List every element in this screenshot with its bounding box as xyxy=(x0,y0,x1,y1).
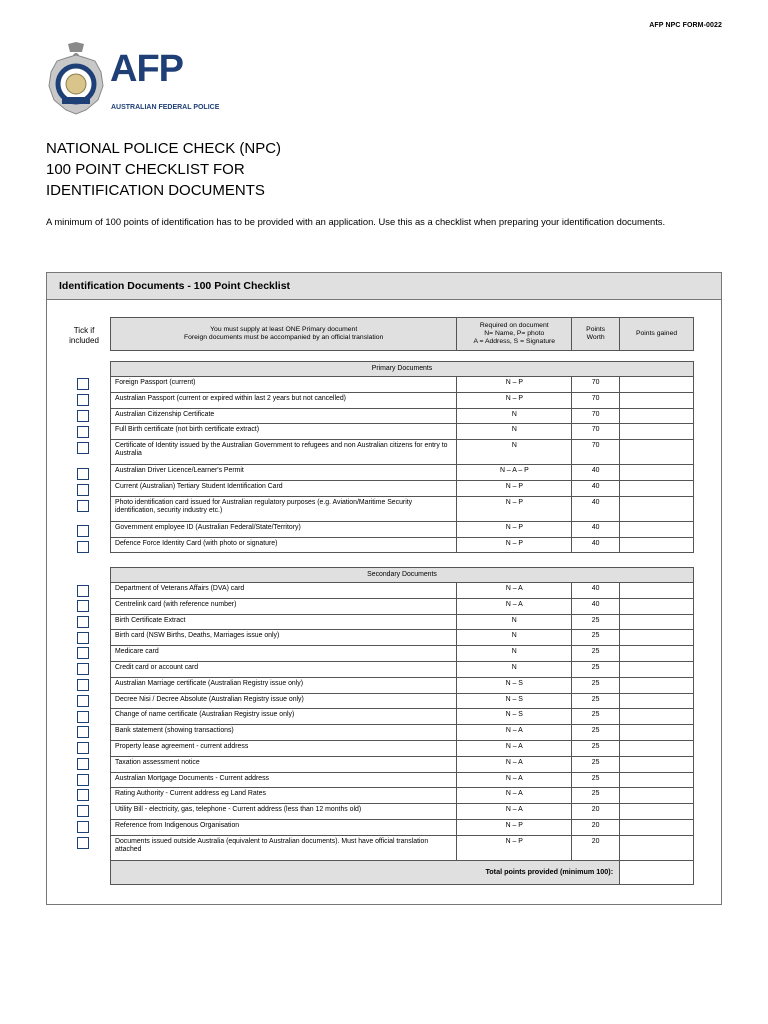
points-gained-cell[interactable] xyxy=(620,630,694,646)
checkbox-utility-bill[interactable] xyxy=(77,805,89,817)
points-gained-cell[interactable] xyxy=(620,614,694,630)
page-title xyxy=(46,138,281,201)
points-gained-cell[interactable] xyxy=(620,480,694,496)
checkbox-full-birth-certificate[interactable] xyxy=(77,426,89,438)
points-gained-cell[interactable] xyxy=(620,496,694,521)
table-row: Taxation assessment notice N – A 25 xyxy=(111,756,694,772)
points-gained-cell[interactable] xyxy=(620,440,694,465)
checkbox-government-employee-id[interactable] xyxy=(77,525,89,537)
checkbox-photo-id-regulatory[interactable] xyxy=(77,500,89,512)
points-gained-cell[interactable] xyxy=(620,646,694,662)
total-points-label: Total points provided (minimum 100): xyxy=(111,860,620,884)
table-row: Decree Nisi / Decree Absolute (Australian Registry issue only) N – S 25 xyxy=(111,693,694,709)
checklist-header xyxy=(110,317,694,351)
checkbox-defence-force-id[interactable] xyxy=(77,541,89,553)
table-row: Full Birth certificate (not birth certificate extract) N 70 xyxy=(111,424,694,440)
table-row: Foreign Passport (current) N – P 70 xyxy=(111,377,694,393)
points-gained-cell[interactable] xyxy=(620,725,694,741)
logo-abbreviation: AFP xyxy=(110,48,183,90)
table-row: Australian Driver Licence/Learner's Permit N – A – P 40 xyxy=(111,465,694,481)
table-row: Reference from Indigenous Organisation N – P 20 xyxy=(111,819,694,835)
table-row: Birth Certificate Extract N 25 xyxy=(111,614,694,630)
logo-full-name: AUSTRALIAN FEDERAL POLICE xyxy=(111,104,220,111)
points-gained-cell[interactable] xyxy=(620,521,694,537)
points-gained-cell[interactable] xyxy=(620,677,694,693)
checkbox-birth-card[interactable] xyxy=(77,632,89,644)
checkbox-mortgage-documents[interactable] xyxy=(77,774,89,786)
table-row: Birth card (NSW Births, Deaths, Marriages issue only) N 25 xyxy=(111,630,694,646)
points-gained-cell[interactable] xyxy=(620,772,694,788)
checkbox-credit-card[interactable] xyxy=(77,663,89,675)
points-gained-cell[interactable] xyxy=(620,788,694,804)
points-gained-cell[interactable] xyxy=(620,693,694,709)
panel-title: Identification Documents - 100 Point Checklist xyxy=(47,273,721,300)
points-gained-cell[interactable] xyxy=(620,740,694,756)
table-row: Photo identification card issued for Australian regulatory purposes (e.g. Aviation/Maritime Security identification, security industry etc.) N – P 40 xyxy=(111,496,694,521)
afp-logo xyxy=(46,42,226,122)
title-line-2: 100 POINT CHECKLIST FOR xyxy=(46,161,245,178)
points-gained-cell[interactable] xyxy=(620,709,694,725)
table-row: Documents issued outside Australia (equivalent to Australian documents). Must have official translation attached N – P 20 xyxy=(111,835,694,860)
police-badge-icon xyxy=(46,42,106,118)
title-line-3: IDENTIFICATION DOCUMENTS xyxy=(46,182,265,199)
points-gained-cell[interactable] xyxy=(620,661,694,677)
table-row: Department of Veterans Affairs (DVA) card N – A 40 xyxy=(111,583,694,599)
points-gained-cell[interactable] xyxy=(620,835,694,860)
points-gained-cell[interactable] xyxy=(620,377,694,393)
points-gained-cell[interactable] xyxy=(620,756,694,772)
checkbox-change-of-name[interactable] xyxy=(77,711,89,723)
secondary-documents-table xyxy=(110,567,694,885)
checkbox-decree-nisi[interactable] xyxy=(77,695,89,707)
table-row: Australian Mortgage Documents - Current address N – A 25 xyxy=(111,772,694,788)
table-row: Medicare card N 25 xyxy=(111,646,694,662)
total-points-field[interactable] xyxy=(620,860,694,884)
checkbox-rating-authority[interactable] xyxy=(77,789,89,801)
table-row: Australian Marriage certificate (Australian Registry issue only) N – S 25 xyxy=(111,677,694,693)
header-points-gained: Points gained xyxy=(620,318,694,351)
checkbox-indigenous-reference[interactable] xyxy=(77,821,89,833)
points-gained-cell[interactable] xyxy=(620,804,694,820)
table-row: Utility Bill - electricity, gas, telephone - Current address (less than 12 months old) N – A 20 xyxy=(111,804,694,820)
points-gained-cell[interactable] xyxy=(620,583,694,599)
checkbox-property-lease[interactable] xyxy=(77,742,89,754)
checkbox-bank-statement[interactable] xyxy=(77,726,89,738)
checkbox-foreign-documents[interactable] xyxy=(77,837,89,849)
checkbox-centrelink-card[interactable] xyxy=(77,600,89,612)
title-line-1: NATIONAL POLICE CHECK (NPC) xyxy=(46,140,282,157)
checkbox-australian-passport[interactable] xyxy=(77,394,89,406)
table-row: Current (Australian) Tertiary Student Identification Card N – P 40 xyxy=(111,480,694,496)
table-row: Credit card or account card N 25 xyxy=(111,661,694,677)
points-gained-cell[interactable] xyxy=(620,537,694,553)
header-required: Required on document N= Name, P= photo A = Address, S = Signature xyxy=(457,318,572,351)
points-gained-cell[interactable] xyxy=(620,424,694,440)
table-row: Property lease agreement - current address N – A 25 xyxy=(111,740,694,756)
table-row: Rating Authority - Current address eg Land Rates N – A 25 xyxy=(111,788,694,804)
table-row: Government employee ID (Australian Federal/State/Territory) N – P 40 xyxy=(111,521,694,537)
table-row: Australian Citizenship Certificate N 70 xyxy=(111,408,694,424)
points-gained-cell[interactable] xyxy=(620,819,694,835)
checkbox-taxation-notice[interactable] xyxy=(77,758,89,770)
checkbox-birth-certificate-extract[interactable] xyxy=(77,616,89,628)
intro-text: A minimum of 100 points of identification has to be provided with an application. Use this as a checklist when preparing your identification documents. xyxy=(46,216,666,227)
checkbox-dva-card[interactable] xyxy=(77,585,89,597)
checkbox-foreign-passport[interactable] xyxy=(77,378,89,390)
checkbox-certificate-of-identity[interactable] xyxy=(77,442,89,454)
checkbox-medicare-card[interactable] xyxy=(77,647,89,659)
header-points-worth: Points Worth xyxy=(572,318,620,351)
table-row: Centrelink card (with reference number) N – A 40 xyxy=(111,598,694,614)
secondary-section-title: Secondary Documents xyxy=(111,568,694,583)
checkbox-marriage-certificate[interactable] xyxy=(77,679,89,691)
table-row: Change of name certificate (Australian Registry issue only) N – S 25 xyxy=(111,709,694,725)
total-row xyxy=(111,860,694,884)
points-gained-cell[interactable] xyxy=(620,408,694,424)
table-row: Certificate of Identity issued by the Australian Government to refugees and non Australian citizens for entry to Australia N 70 xyxy=(111,440,694,465)
form-id: AFP NPC FORM-0022 xyxy=(649,22,722,29)
primary-documents-table xyxy=(110,361,694,553)
checkbox-citizenship-certificate[interactable] xyxy=(77,410,89,422)
header-document: You must supply at least ONE Primary document Foreign documents must be accompanied by an official translation xyxy=(111,318,457,351)
points-gained-cell[interactable] xyxy=(620,392,694,408)
table-row: Australian Passport (current or expired within last 2 years but not cancelled) N – P 70 xyxy=(111,392,694,408)
table-row: Defence Force Identity Card (with photo or signature) N – P 40 xyxy=(111,537,694,553)
points-gained-cell[interactable] xyxy=(620,465,694,481)
checkbox-driver-licence[interactable] xyxy=(77,468,89,480)
table-row: Bank statement (showing transactions) N – A 25 xyxy=(111,725,694,741)
points-gained-cell[interactable] xyxy=(620,598,694,614)
checkbox-student-id[interactable] xyxy=(77,484,89,496)
tick-column-label: Tick if included xyxy=(69,326,99,345)
primary-section-title: Primary Documents xyxy=(111,362,694,377)
